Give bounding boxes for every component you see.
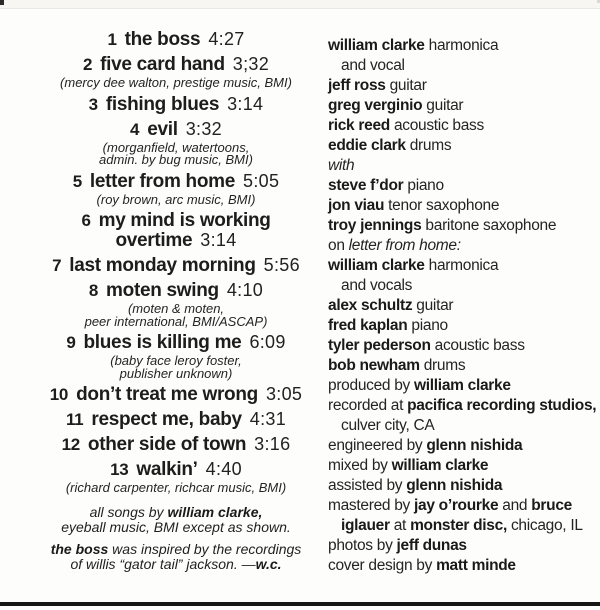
credit-text-segment: jon viau bbox=[328, 197, 385, 214]
track-publishing-credit: (mercy dee walton, prestige music, BMI) bbox=[60, 75, 292, 90]
credit-text-segment: glenn nishida bbox=[406, 477, 503, 494]
credit-line bbox=[328, 196, 594, 216]
credit-text-segment: culver city, CA bbox=[341, 417, 435, 434]
credit-text-segment: guitar bbox=[412, 297, 454, 314]
credit-text-segment: engineered by bbox=[328, 437, 427, 454]
credit-line bbox=[328, 76, 594, 96]
credit-text-segment: drums bbox=[405, 137, 452, 154]
credit-text-segment: iglauer bbox=[341, 517, 390, 534]
credit-line bbox=[328, 156, 594, 176]
credit-text-segment: and vocals bbox=[341, 277, 413, 294]
track-title: walkin’ bbox=[136, 459, 198, 480]
credit-text-segment: photos by bbox=[328, 537, 397, 554]
footer-text-segment: of willis “gator tail” jackson. — bbox=[70, 555, 256, 572]
credit-line bbox=[328, 376, 594, 396]
credit-text-segment: letter from home: bbox=[348, 237, 461, 254]
track-row bbox=[30, 120, 322, 139]
credit-line bbox=[328, 456, 594, 476]
credit-text-segment: on bbox=[328, 237, 349, 254]
track-publishing-credit: peer international, BMI/ASCAP) bbox=[84, 313, 268, 329]
credit-line bbox=[328, 256, 594, 276]
credit-text-segment: pacifica recording studios, bbox=[407, 397, 597, 414]
track-publishing-credit: (baby face leroy foster, bbox=[110, 353, 242, 368]
track-number: 5 bbox=[72, 171, 82, 191]
track-title: the boss bbox=[124, 29, 201, 50]
credit-text-segment: matt minde bbox=[436, 557, 516, 574]
credit-text-segment: eddie clark bbox=[328, 137, 406, 154]
footer-text-segment: eyeball music, BMI except as shown. bbox=[61, 518, 291, 535]
credit-text-segment: jay o’rourke bbox=[414, 497, 499, 514]
track-number: 10 bbox=[49, 385, 69, 404]
credit-text-segment: alex schultz bbox=[328, 297, 413, 314]
track-number: 4 bbox=[130, 119, 140, 139]
credit-text-segment: jeff dunas bbox=[396, 537, 467, 554]
track-row bbox=[30, 333, 322, 352]
track-title: don’t treat me wrong bbox=[76, 384, 258, 405]
credit-text-segment: jeff ross bbox=[328, 77, 386, 94]
footer-text-segment: w.c. bbox=[255, 555, 282, 572]
track-number: 1 bbox=[107, 30, 117, 49]
footer-text-segment: was inspired by the recordings bbox=[108, 540, 302, 557]
credit-text-segment: troy jennings bbox=[328, 217, 422, 234]
track-title: blues is killing me bbox=[83, 332, 242, 353]
credit-text-segment: greg verginio bbox=[328, 97, 423, 114]
track-publishing-credit: (morganfield, watertoons, bbox=[102, 139, 250, 155]
credit-line bbox=[328, 496, 594, 516]
track-number: 7 bbox=[52, 256, 62, 275]
publishing-footer-line bbox=[30, 505, 322, 520]
bottom-edge-rule bbox=[0, 602, 600, 606]
credit-text-segment: william clarke bbox=[328, 257, 425, 274]
track-number: 8 bbox=[88, 281, 99, 300]
track-number: 3 bbox=[88, 94, 98, 114]
track-number: 2 bbox=[82, 55, 93, 74]
credit-line bbox=[328, 116, 594, 136]
track-row bbox=[30, 256, 322, 275]
track-number: 13 bbox=[110, 460, 129, 479]
credit-text-segment: mastered by bbox=[328, 497, 414, 514]
credits-column bbox=[328, 36, 597, 576]
credit-text-segment: chicago, IL bbox=[506, 517, 583, 534]
track-duration: 3:16 bbox=[254, 434, 291, 454]
track-duration: 5:05 bbox=[243, 170, 280, 191]
credit-line bbox=[328, 316, 594, 336]
credit-text-segment: rick reed bbox=[328, 117, 390, 134]
credit-text-segment: recorded at bbox=[328, 397, 408, 414]
credit-text-segment: william clarke bbox=[328, 37, 425, 54]
track-duration: 4:31 bbox=[249, 409, 287, 429]
track-title: evil bbox=[147, 118, 178, 140]
credit-text-segment: harmonica bbox=[424, 257, 499, 274]
credit-text-segment: drums bbox=[419, 357, 466, 374]
credit-line bbox=[328, 536, 594, 556]
track-row bbox=[30, 55, 322, 74]
track-duration: 6:09 bbox=[249, 332, 286, 352]
track-row bbox=[30, 410, 322, 429]
track-title: overtime bbox=[115, 230, 193, 251]
track-title: last monday morning bbox=[69, 255, 256, 276]
credit-line bbox=[328, 176, 594, 196]
credit-line bbox=[328, 436, 594, 456]
track-publishing-credit: (richard carpenter, richcar music, BMI) bbox=[65, 480, 287, 495]
credit-text-segment: bruce bbox=[531, 497, 572, 514]
track-title: my mind is working bbox=[98, 210, 271, 231]
credit-line bbox=[328, 556, 594, 576]
footer-text-segment: the boss bbox=[50, 540, 109, 557]
track-row-continuation bbox=[30, 231, 322, 250]
track-publishing-credit: publisher unknown) bbox=[119, 365, 233, 381]
credit-line bbox=[328, 396, 597, 416]
footer-text-segment: william clarke, bbox=[167, 503, 263, 520]
credit-text-segment: and bbox=[498, 497, 532, 514]
credit-text-segment: piano bbox=[403, 177, 444, 194]
track-row bbox=[30, 211, 322, 230]
credit-text-segment: and vocal bbox=[341, 57, 405, 74]
track-number: 12 bbox=[61, 435, 80, 454]
credit-text-segment: acoustic bass bbox=[389, 117, 484, 134]
track-title: respect me, baby bbox=[91, 409, 242, 430]
credit-text-segment: mixed by bbox=[328, 457, 392, 474]
credit-text-segment: fred kaplan bbox=[328, 317, 408, 334]
credit-text-segment: tyler pederson bbox=[328, 337, 431, 354]
track-duration: 3;32 bbox=[232, 54, 269, 74]
credit-line bbox=[328, 516, 594, 536]
credit-line bbox=[328, 96, 594, 116]
track-title: letter from home bbox=[89, 170, 236, 192]
track-duration: 4:10 bbox=[226, 280, 264, 300]
credit-text-segment: assisted by bbox=[328, 477, 407, 494]
credit-text-segment: guitar bbox=[422, 97, 464, 114]
track-duration: 3:32 bbox=[185, 118, 222, 139]
track-row bbox=[30, 172, 322, 191]
credit-line bbox=[328, 216, 594, 236]
track-title: fishing blues bbox=[105, 93, 220, 115]
track-row bbox=[30, 435, 322, 454]
track-duration: 4:27 bbox=[208, 29, 245, 49]
track-row bbox=[30, 30, 322, 49]
track-number: 9 bbox=[66, 333, 76, 352]
credit-text-segment: with bbox=[328, 157, 355, 174]
credit-text-segment: monster disc, bbox=[410, 517, 507, 534]
scan-artifact-mark bbox=[0, 0, 4, 5]
publishing-footer-line bbox=[30, 542, 322, 557]
credit-text-segment: bob newham bbox=[328, 357, 420, 374]
credit-line bbox=[328, 416, 594, 436]
track-number: 11 bbox=[65, 410, 84, 429]
credit-line bbox=[328, 276, 594, 296]
credit-line bbox=[328, 296, 594, 316]
credit-line bbox=[328, 336, 594, 356]
credit-line bbox=[328, 136, 594, 156]
credit-text-segment: piano bbox=[407, 317, 448, 334]
tracklist-column bbox=[30, 30, 322, 572]
publishing-footer-line bbox=[30, 520, 322, 535]
footer-text-segment: all songs by bbox=[89, 503, 168, 520]
credit-text-segment: cover design by bbox=[328, 557, 437, 574]
credit-text-segment: acoustic bass bbox=[430, 337, 525, 354]
publishing-footer bbox=[30, 505, 322, 572]
credit-line bbox=[328, 476, 594, 496]
credit-text-segment: at bbox=[389, 517, 411, 534]
credit-text-segment: glenn nishida bbox=[426, 437, 523, 454]
track-title: moten swing bbox=[106, 280, 219, 301]
track-publishing-credit: admin. by bug music, BMI) bbox=[99, 152, 253, 167]
track-title: five card hand bbox=[100, 54, 225, 75]
credit-text-segment: guitar bbox=[385, 77, 427, 94]
credit-text-segment: produced by bbox=[328, 377, 415, 394]
track-row bbox=[30, 281, 322, 300]
track-duration: 3:14 bbox=[227, 93, 264, 114]
credit-text-segment: william clarke bbox=[414, 377, 511, 394]
track-row bbox=[30, 385, 322, 404]
track-duration: 3:14 bbox=[200, 230, 237, 250]
credit-text-segment: baritone saxophone bbox=[421, 217, 557, 234]
credit-line bbox=[328, 356, 594, 376]
track-number: 6 bbox=[81, 211, 91, 230]
track-row bbox=[30, 95, 322, 114]
track-publishing-credit: (moten & moten, bbox=[127, 301, 225, 316]
track-duration: 4:40 bbox=[205, 459, 242, 479]
credit-text-segment: harmonica bbox=[424, 37, 499, 54]
track-publishing-credit: (roy brown, arc music, BMI) bbox=[96, 191, 256, 207]
credit-text-segment: william clarke bbox=[391, 457, 489, 474]
publishing-footer-line bbox=[30, 557, 322, 572]
track-title: other side of town bbox=[87, 434, 247, 455]
page-fold-line bbox=[0, 8, 600, 9]
track-duration: 5:56 bbox=[263, 255, 300, 275]
credit-text-segment: steve f’dor bbox=[328, 177, 404, 194]
credit-line bbox=[328, 36, 594, 56]
track-row bbox=[30, 460, 322, 479]
credit-text-segment: tenor saxophone bbox=[384, 197, 500, 214]
credit-line bbox=[328, 236, 594, 256]
page-top-edge bbox=[0, 0, 600, 8]
credit-line bbox=[328, 56, 594, 76]
track-duration: 3:05 bbox=[265, 384, 303, 404]
